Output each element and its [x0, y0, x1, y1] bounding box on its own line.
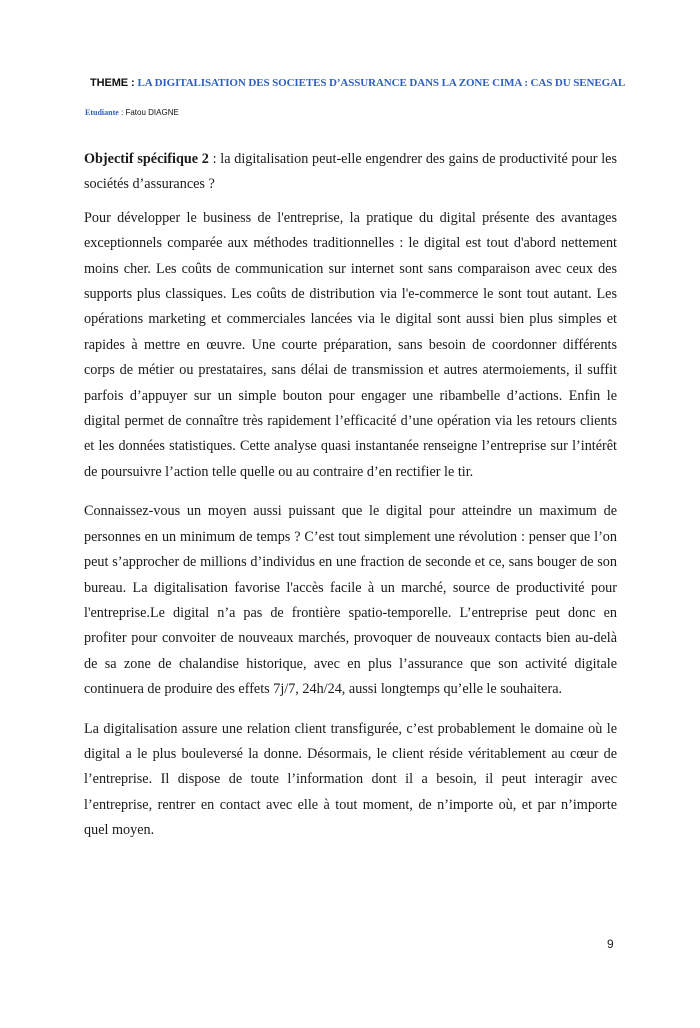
- body-paragraph-1: Pour développer le business de l'entreprise, la pratique du digital présente des avantages exceptionnels comparée aux méthodes traditionnelles : le digital est tout d'abord nettement moins cher. Les coûts de communication sur internet sont sans comparaison avec ceux des supports plus classiques. Les coûts de distribution via l'e-commerce le sont tout autant. Les opérations marketing et commerciales lancées via le digital sont aussi bien plus simples et rapides à mettre en œuvre. Une courte préparation, sans besoin de coordonner différents corps de métier ou prestataires, sans délai de transmission et autres atermoiements, il suffit parfois d’appuyer sur un simple bouton pour engager une ribambelle d’actions. Enfin le digital permet de connaître très rapidement l’efficacité d’une opération via les retours clients et les données statistiques. Cette analyse quasi instantanée renseigne l’entreprise sur l’intérêt de poursuivre l’action telle quelle ou au contraire d’en rectifier le tir.: [84, 209, 617, 480]
- student-name: Fatou DIAGNE: [125, 108, 179, 117]
- theme-header: [90, 77, 625, 89]
- objective-paragraph: [84, 147, 617, 198]
- student-line: [85, 108, 179, 117]
- body-paragraph-2: Connaissez-vous un moyen aussi puissant que le digital pour atteindre un maximum de personnes en un minimum de temps ? C’est tout simplement une révolution : penser que l’on peut s’approcher de millions d’individus en une fraction de seconde et ce, sans bouger de son bureau. La digitalisation favorise l'accès facile à un marché, source de productivité pour l'entreprise.Le digital n’a pas de frontière spatio-temporelle. L’entreprise peut donc en profiter pour convoiter de nouveaux marchés, provoquer de nouveaux contacts bien au-delà de sa zone de chalandise historique, avec en plus l’assurance que son activité digitale continuera de produire des effets 7j/7, 24h/24, aussi longtemps qu’elle le souhaitera.: [84, 503, 617, 698]
- theme-title: LA DIGITALISATION DES SOCIETES D’ASSURANCE DANS LA ZONE CIMA : CAS DU SENEGAL: [137, 77, 626, 89]
- objective-label: Objectif spécifique 2: [84, 151, 209, 167]
- theme-label: THEME :: [90, 77, 138, 89]
- page-number: 9: [607, 937, 614, 951]
- student-separator: :: [118, 108, 126, 117]
- objective-question: : la digitalisation peut-elle engendrer des gains de productivité pour les sociétés d’assurances ?: [84, 151, 617, 193]
- body-paragraph-3: La digitalisation assure une relation client transfigurée, c’est probablement le domaine où le digital a le plus bouleversé la donne. Désormais, le client réside véritablement au cœur de l’entreprise. Il dispose de toute l’information dont il a besoin, il peut interagir avec l’entreprise, rentrer en contact avec elle à tout moment, de n’importe où, et par n’importe quel moyen.: [84, 720, 617, 839]
- student-label: Etudiante: [85, 108, 119, 117]
- document-body: [84, 147, 617, 856]
